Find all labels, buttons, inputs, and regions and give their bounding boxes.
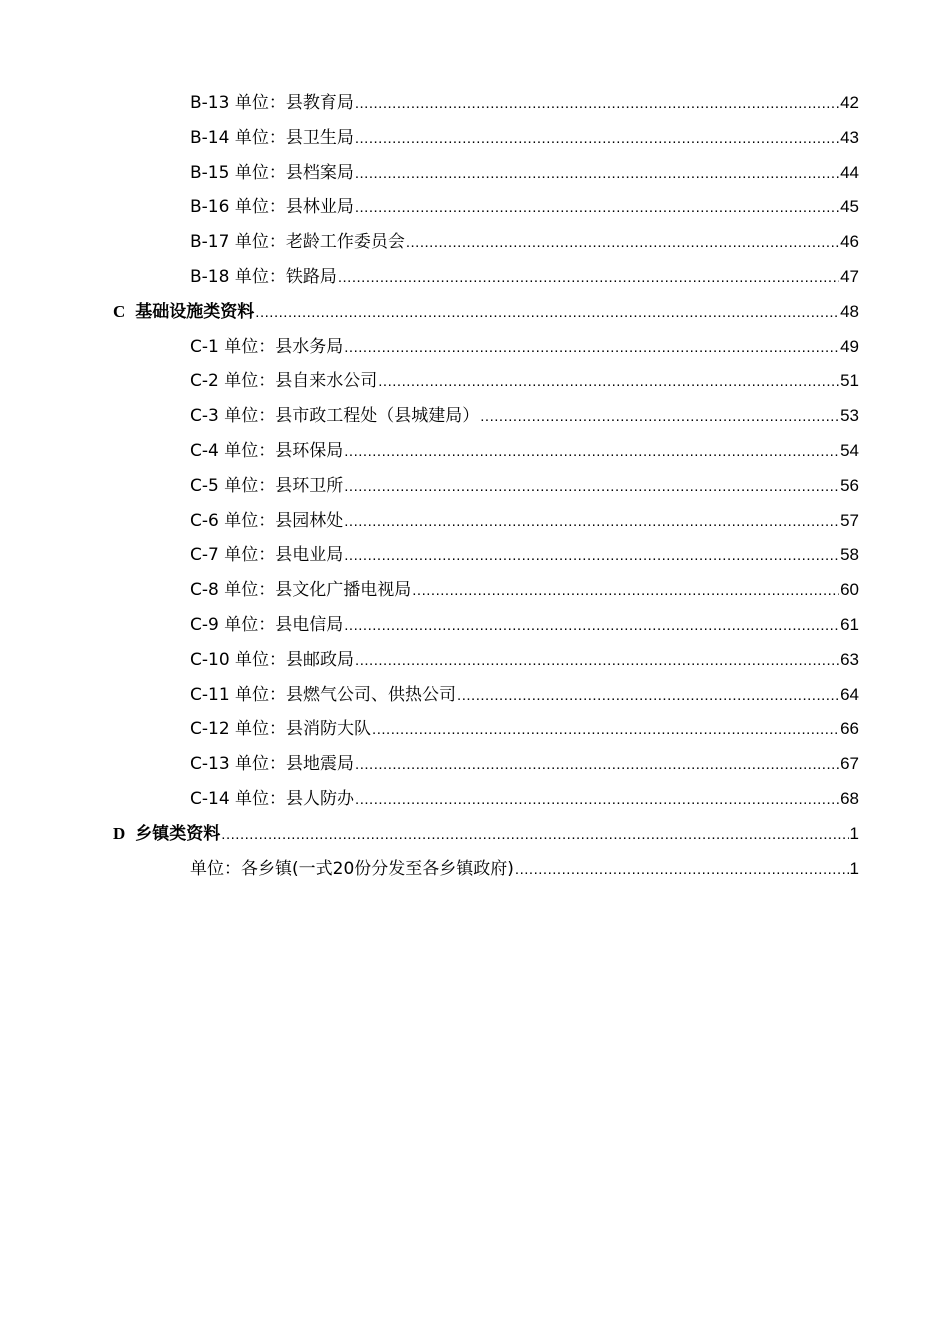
toc-dot-leader (355, 197, 839, 219)
toc-page-number: 46 (840, 232, 859, 252)
toc-entry-label: C-8 单位：县文化广播电视局 (190, 580, 412, 601)
toc-dot-leader (355, 128, 839, 150)
toc-dot-leader (338, 267, 839, 289)
toc-dot-leader (344, 545, 839, 567)
toc-page-number: 66 (840, 719, 859, 739)
toc-entry-b18[interactable] (0, 260, 859, 295)
toc-section-letter: D (113, 823, 126, 843)
toc-section-label: 乡镇类资料 (135, 823, 221, 844)
toc-entry-label: C-7 单位：县电业局 (190, 545, 344, 566)
toc-entry-label: C-4 单位：县环保局 (190, 440, 344, 461)
toc-page-number: 53 (840, 406, 859, 426)
toc-dot-leader (515, 859, 849, 881)
toc-dot-leader (355, 789, 839, 811)
toc-dot-leader (355, 650, 839, 672)
toc-entry-c3[interactable] (0, 399, 859, 434)
toc-section-label: 基础设施类资料 (135, 301, 255, 322)
toc-page-number: 61 (840, 614, 859, 634)
toc-entry-label: B-18 单位：铁路局 (190, 266, 337, 287)
toc-entry-label: C-5 单位：县环卫所 (190, 475, 344, 496)
toc-entry-label: 单位：各乡镇(一式20份分发至各乡镇政府) (190, 858, 514, 879)
toc-entry-c13[interactable] (0, 747, 859, 782)
toc-entry-b15[interactable] (0, 156, 859, 191)
toc-entry-b13[interactable] (0, 86, 859, 121)
toc-page-number: 49 (840, 336, 859, 356)
toc-page-number: 54 (840, 440, 859, 460)
toc-entry-c10[interactable] (0, 643, 859, 678)
toc-entry-b16[interactable] (0, 190, 859, 225)
toc-page-number: 47 (840, 266, 859, 286)
toc-dot-leader (406, 232, 839, 254)
toc-entry-label: C-2 单位：县自来水公司 (190, 371, 378, 392)
toc-entry-label: B-13 单位：县教育局 (190, 93, 354, 113)
toc-page-number: 1 (849, 823, 859, 843)
toc-dot-leader (344, 615, 839, 637)
toc-page-number: 42 (840, 93, 859, 112)
toc-page-number: 1 (849, 858, 859, 878)
toc-page-number: 67 (840, 754, 859, 774)
toc-page-number: 48 (840, 301, 859, 321)
toc-entry-label: B-17 单位：老龄工作委员会 (190, 232, 405, 253)
toc-entry-c11[interactable] (0, 678, 859, 713)
toc-entry-b17[interactable] (0, 225, 859, 260)
toc-entry-label: B-14 单位：县卫生局 (190, 127, 354, 148)
toc-page-number: 63 (840, 649, 859, 669)
toc-entry-c8[interactable] (0, 573, 859, 608)
toc-dot-leader (480, 406, 839, 428)
toc-dot-leader (355, 754, 839, 776)
toc-entry-c12[interactable] (0, 712, 859, 747)
toc-entry-label: C-6 单位：县园林处 (190, 510, 344, 531)
toc-section-heading (113, 823, 220, 845)
toc-entry-c5[interactable] (0, 469, 859, 504)
toc-page-number: 44 (840, 162, 859, 182)
toc-entry-c6[interactable] (0, 504, 859, 539)
toc-entry-c4[interactable] (0, 434, 859, 469)
toc-page-number: 64 (840, 684, 859, 704)
toc-section-letter: C (113, 301, 126, 321)
toc-entry-towns[interactable] (0, 852, 859, 887)
toc-page-number: 43 (840, 127, 859, 147)
toc-entry-label: C-11 单位：县燃气公司、供热公司 (190, 684, 457, 705)
toc-section-d[interactable] (0, 817, 859, 852)
toc-dot-leader (372, 719, 839, 741)
toc-dot-leader (344, 441, 839, 463)
toc-page-number: 56 (840, 475, 859, 495)
toc-dot-leader (457, 685, 839, 707)
table-of-contents (0, 86, 950, 886)
toc-entry-c9[interactable] (0, 608, 859, 643)
toc-entry-label: C-13 单位：县地震局 (190, 754, 355, 775)
toc-page-number: 60 (840, 580, 859, 600)
toc-entry-label: C-10 单位：县邮政局 (190, 649, 355, 670)
toc-page-number: 68 (840, 788, 859, 808)
toc-entry-label: C-1 单位：县水务局 (190, 336, 344, 357)
toc-page-number: 45 (840, 197, 859, 217)
toc-dot-leader (355, 163, 839, 185)
toc-dot-leader (255, 302, 839, 324)
toc-entry-label: C-3 单位：县市政工程处（县城建局） (190, 406, 480, 427)
toc-entry-c1[interactable] (0, 330, 859, 365)
toc-dot-leader (344, 511, 839, 533)
toc-entry-label: B-16 单位：县林业局 (190, 197, 354, 218)
toc-entry-label: C-12 单位：县消防大队 (190, 719, 372, 740)
toc-entry-label: C-9 单位：县电信局 (190, 614, 344, 635)
toc-section-heading (113, 301, 254, 323)
toc-section-c[interactable] (0, 295, 859, 330)
toc-dot-leader (378, 371, 839, 393)
toc-dot-leader (344, 476, 839, 498)
toc-dot-leader (412, 580, 839, 602)
toc-entry-c14[interactable] (0, 782, 859, 817)
toc-entry-label: C-14 单位：县人防办 (190, 788, 355, 809)
toc-dot-leader (344, 337, 839, 359)
toc-dot-leader (221, 824, 848, 846)
toc-page-number: 57 (840, 510, 859, 530)
toc-page-number: 58 (840, 545, 859, 565)
toc-entry-c2[interactable] (0, 364, 859, 399)
toc-entry-b14[interactable] (0, 121, 859, 156)
toc-page-number: 51 (840, 371, 859, 391)
toc-entry-label: B-15 单位：县档案局 (190, 162, 354, 183)
toc-dot-leader (355, 93, 839, 115)
toc-entry-c7[interactable] (0, 538, 859, 573)
